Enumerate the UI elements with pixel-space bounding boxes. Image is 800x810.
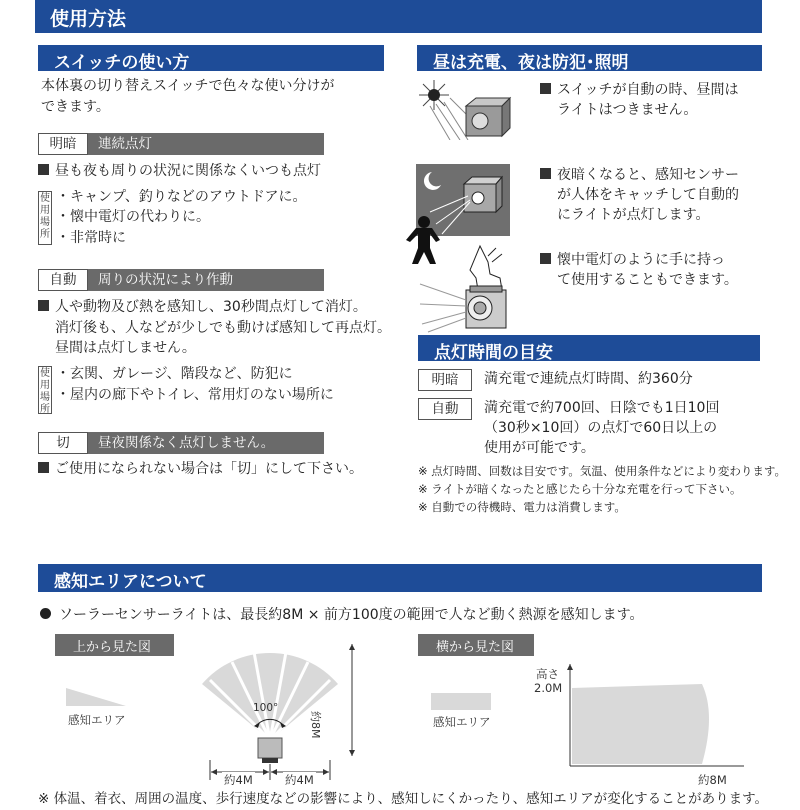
switch-intro-2: できます。 [41,99,110,115]
height-value: 2.0M [534,681,563,695]
day-night-item: 懐中電灯のように手に持っ て使用することもできます。 [540,250,738,290]
legend-swatch-top [66,688,128,708]
detection-footnote: ※ 体温、着衣、周囲の温度、歩行速度などの影響により、感知しにくかったり、感知エリアが変化することがあります。 [38,791,769,807]
bullet-square-icon [540,253,551,264]
usage-place-label: 使用場所 [38,191,52,245]
time-tag: 明暗 [418,369,472,391]
bullet-square-icon [540,83,551,94]
mode-description: 周りの状況により作動 [88,269,324,291]
switch-intro-1: 本体裏の切り替えスイッチで色々な使い分けが [41,78,335,94]
bullet-square-icon [38,164,49,175]
mode-bar-auto [38,269,324,291]
mode-tag: 明暗 [38,133,88,155]
length-label: 約8M [309,711,322,739]
side-view-label-bar [418,634,534,656]
top-view-label: 上から見た図 [73,640,152,655]
handheld-light-icon [418,244,518,334]
use-item: ・屋内の廊下やトイレ、常用灯のない場所に [56,387,334,403]
side-view-diagram [566,664,746,774]
side-length-label: 約8M [698,773,727,787]
bullet-square-icon [540,168,551,179]
use-item: ・玄関、ガレージ、階段など、防犯に [56,366,293,382]
left-width-label: 約4M [224,773,253,787]
bullet-square-icon [38,300,49,311]
legend-label: 感知エリア [68,713,126,727]
mode-bar-off [38,432,324,454]
sun-charging-icon [416,76,516,140]
time-line: 使用が可能です。 [484,440,595,456]
time-line: （30秒×10回）の点灯で60日以上の [484,420,718,436]
detection-section-title: 感知エリアについて [54,572,207,592]
mode-bar-light-dark [38,133,324,155]
legend-swatch-side [431,693,491,710]
use-item: ・懐中電灯の代わりに。 [56,209,210,225]
header-bar [35,0,762,33]
right-width-label: 約4M [285,773,314,787]
use-item: ・キャンプ、釣りなどのアウトドアに。 [56,189,307,205]
switch-section-title: スイッチの使い方 [54,53,190,73]
time-note: ※ 点灯時間、回数は目安です。気温、使用条件などにより変わります。 [418,464,786,478]
day-night-section-bar [417,45,762,71]
mode-note: 人や動物及び熱を感知し、30秒間点灯して消灯。 [38,297,367,318]
mode-description: 連続点灯 [88,133,324,155]
detection-summary: ソーラーセンサーライトは、最長約8M × 前方100度の範囲で人など動く熱源を感知します。 [40,605,644,626]
time-line: 満充電で約700回、日陰でも1日10回 [484,400,720,416]
mode-note-line: 消灯後も、人などが少しでも動けば感知して再点灯。 [55,320,391,336]
height-caption: 高さ [536,667,559,681]
time-note: ※ 自動での待機時、電力は消費します。 [418,500,626,514]
day-night-section-title: 昼は充電、夜は防犯･照明 [433,53,629,73]
bullet-square-icon [38,462,49,473]
page-title: 使用方法 [50,8,127,30]
mode-note: ご使用になられない場合は「切」にして下さい。 [38,459,363,480]
mode-description: 昼夜関係なく点灯しません。 [88,432,324,454]
top-view-label-bar [55,634,174,656]
mode-note: 昼も夜も周りの状況に関係なくいつも点灯 [38,161,321,182]
bullet-dot-icon [40,608,51,619]
side-view-label: 横から見た図 [436,640,515,655]
legend-label: 感知エリア [433,715,491,729]
day-night-item: スイッチが自動の時、昼間は ライトはつきません。 [540,80,738,120]
time-tag: 自動 [418,398,472,420]
angle-label: 100° [253,702,279,714]
use-item: ・非常時に [56,230,126,246]
mode-tag: 切 [38,432,88,454]
time-note: ※ ライトが暗くなったと感じたら十分な充電を行って下さい。 [418,482,742,496]
top-view-diagram [196,640,366,785]
day-night-item: 夜暗くなると、感知センサー が人体をキャッチして自動的 にライトが点灯します。 [540,165,739,225]
lighting-time-section-bar [418,335,760,361]
mode-tag: 自動 [38,269,88,291]
switch-section-bar [38,45,384,71]
usage-place-label: 使用場所 [40,368,50,415]
detection-section-bar [38,564,762,592]
lighting-time-section-title: 点灯時間の目安 [434,343,553,363]
time-line: 満充電で連続点灯時間、約360分 [484,371,693,387]
mode-note-line: 昼間は点灯しません。 [55,340,196,356]
